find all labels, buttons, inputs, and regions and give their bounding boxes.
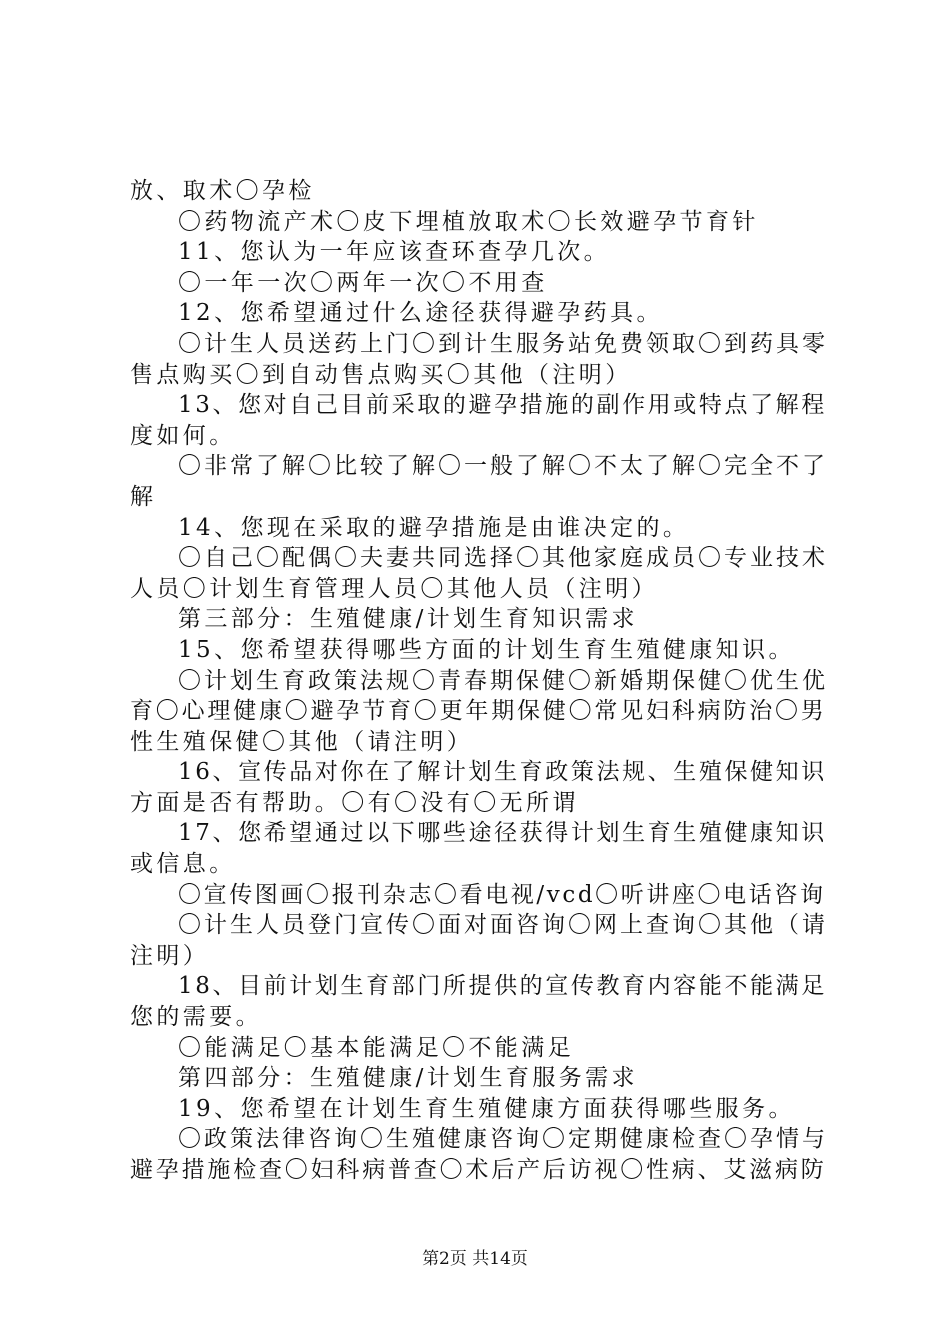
- document-line: 性生殖保健〇其他（请注明）: [130, 728, 474, 755]
- document-line: 〇计生人员送药上门〇到计生服务站免费领取〇到药具零: [178, 330, 828, 357]
- document-line: 19、您希望在计划生育生殖健康方面获得哪些服务。: [178, 1095, 795, 1122]
- document-line: 16、宣传品对你在了解计划生育政策法规、生殖保健知识: [178, 759, 827, 786]
- document-line: 〇药物流产术〇皮下埋植放取术〇长效避孕节育针: [178, 208, 759, 235]
- document-line: 〇非常了解〇比较了解〇一般了解〇不太了解〇完全不了: [178, 453, 828, 480]
- document-line: 注明）: [130, 942, 210, 969]
- document-line: 17、您希望通过以下哪些途径获得计划生育生殖健康知识: [178, 820, 827, 847]
- page-footer: 第2页 共14页: [422, 1249, 528, 1269]
- document-line: 第四部分：生殖健康/计划生育服务需求: [178, 1065, 638, 1092]
- document-line: 〇自己〇配偶〇夫妻共同选择〇其他家庭成员〇专业技术: [178, 545, 828, 572]
- document-line: 或信息。: [130, 851, 236, 878]
- document-line: 您的需要。: [130, 1004, 262, 1031]
- document-body: [130, 176, 830, 1186]
- document-line: 度如何。: [130, 422, 236, 449]
- document-line: 方面是否有帮助。〇有〇没有〇无所谓: [130, 789, 579, 816]
- document-line: 放、取术〇孕检: [130, 178, 315, 204]
- document-line: 育〇心理健康〇避孕节育〇更年期保健〇常见妇科病防治〇男: [130, 698, 827, 725]
- document-line: 〇能满足〇基本能满足〇不能满足: [178, 1034, 574, 1061]
- document-line: 11、您认为一年应该查环查孕几次。: [178, 239, 611, 266]
- document-line: 人员〇计划生育管理人员〇其他人员（注明）: [130, 575, 658, 602]
- document-line: 〇政策法律咨询〇生殖健康咨询〇定期健康检查〇孕情与: [178, 1126, 828, 1153]
- document-line: 避孕措施检查〇妇科病普查〇术后产后访视〇性病、艾滋病防: [130, 1157, 827, 1183]
- document-line: 〇计划生育政策法规〇青春期保健〇新婚期保健〇优生优: [178, 667, 828, 694]
- document-line: 第三部分：生殖健康/计划生育知识需求: [178, 606, 638, 633]
- document-line: 售点购买〇到自动售点购买〇其他（注明）: [130, 361, 632, 388]
- document-line: 15、您希望获得哪些方面的计划生育生殖健康知识。: [178, 636, 795, 663]
- document-line: 12、您希望通过什么途径获得避孕药具。: [178, 300, 663, 327]
- document-line: 14、您现在采取的避孕措施是由谁决定的。: [178, 514, 690, 541]
- document-line: 〇一年一次〇两年一次〇不用查: [178, 269, 548, 296]
- document-line: 解: [130, 483, 157, 510]
- document-line: 13、您对自己目前采取的避孕措施的副作用或特点了解程: [178, 392, 827, 419]
- document-line: 18、目前计划生育部门所提供的宣传教育内容能不能满足: [178, 973, 827, 1000]
- document-line: 〇宣传图画〇报刊杂志〇看电视/vcd〇听讲座〇电话咨询: [178, 881, 826, 908]
- document-line: 〇计生人员登门宣传〇面对面咨询〇网上查询〇其他（请: [178, 912, 828, 939]
